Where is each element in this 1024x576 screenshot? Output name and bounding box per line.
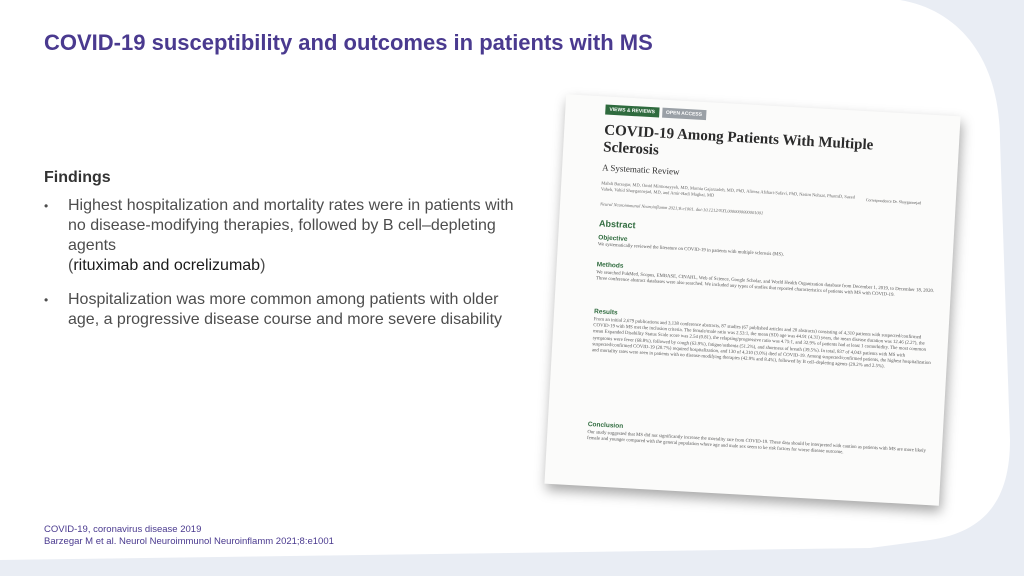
conclusion-text: Our study suggested that MS did not significantly increase the mortality rate from COVID-19. These data should be interpreted with caution as patients with MS are more likely female and younger compared with the general population where age and male sex seem to be risk factors for worse disease outcome. bbox=[586, 429, 927, 456]
footer-abbreviation: COVID-19, coronavirus disease 2019 bbox=[44, 524, 202, 535]
abstract-heading: Abstract bbox=[598, 218, 636, 231]
slide-title: COVID-19 susceptibility and outcomes in patients with MS bbox=[44, 30, 653, 55]
tag-views-reviews: VIEWS & REVIEWS bbox=[605, 104, 659, 117]
paper-authors: Mahdi Barzegar, MD, Omid Mirmosayyeb, MD, Marnia Gajarzadeh, MD, PhD, Alireza Afshari-Safavi, PhD, Nasim Nehzat, PharmD, Saeed Vaheb, Vahid Shaygannejad, MD, and Amir-Hadi Maghzi, MD bbox=[600, 180, 856, 200]
paren-open: ( bbox=[68, 257, 74, 274]
footer bbox=[44, 524, 334, 548]
paper-page bbox=[544, 94, 960, 505]
finding-bullet-1 bbox=[44, 196, 514, 276]
methods-heading: Methods bbox=[596, 261, 624, 270]
paren-close: ) bbox=[260, 257, 266, 274]
finding-bullet-2 bbox=[44, 290, 514, 330]
objective-text: We systematically reviewed the literature on COVID-19 in patients with multiple sclerosis (MS). bbox=[597, 242, 784, 258]
findings-heading: Findings bbox=[44, 169, 111, 186]
paper-journal: Neurol Neuroimmunol Neuroinflamm 2021;8:e1001. doi:10.1212/NXI.0000000000001001 bbox=[599, 201, 764, 216]
results-text: From an initial 2,679 publications and 3,138 conference abstracts, 87 studies (67 published articles and 20 abstracts) consisting of 4,310 patients with suspected/confirmed COVID-19 with MS met the inclusion criteria. The female/male ratio was 2.53:1, the mean (SD) age was 44.91 (4.31) years, the mean disease duration was 12.46 (2.27), the mean Expanded Disability Status Scale score was 2.54 (0.81), the relapsing/progressive ratio was 4.75:1, and 32.9% of patients had at least 1 comorbidity. The most common symptoms were fever (68.8%), followed by cough (63.9%), fatigue/asthenia (51.2%), and shortness of breath (39.5%). In total, 837 of 4,043 patients with MS with suspected/confirmed COVID-19 (20.7%) required hospitalization, and 130 of 4,310 (3.0%) died of COVID-19. Among suspected/confirmed patients, the highest hospitalization and mortality rates were seen in patients with no disease-modifying therapies (42.9% and 8.4%), followed by B cell–depleting agents (29.2% and 2.5%). bbox=[591, 317, 931, 370]
finding-text-1-main: Highest hospitalization and mortality rates were in patients with no disease-modifying therapies, followed by B cell–depleting agents bbox=[68, 197, 514, 254]
findings-section bbox=[44, 168, 514, 344]
paper-correspondence: Correspondence Dr. Shaygannejad bbox=[865, 197, 922, 206]
paper-subtitle: A Systematic Review bbox=[601, 162, 680, 177]
drug-names: rituximab and ocrelizumab bbox=[73, 257, 261, 274]
paper-title: COVID-19 Among Patients With Multiple Sclerosis bbox=[602, 122, 874, 159]
tag-open-access: OPEN ACCESS bbox=[662, 108, 707, 120]
footer-citation: Barzegar M et al. Neurol Neuroimmunol Neuroinflamm 2021;8:e1001 bbox=[44, 536, 334, 547]
paper-tags bbox=[605, 104, 709, 120]
conclusion-heading: Conclusion bbox=[587, 421, 624, 430]
finding-text-1 bbox=[68, 196, 514, 276]
objective-heading: Objective bbox=[598, 234, 628, 243]
finding-text-2: Hospitalization was more common among patients with older age, a progressive disease course and more severe disability bbox=[68, 291, 503, 328]
bullet-marker: • bbox=[44, 199, 49, 213]
paper-thumbnail bbox=[544, 94, 960, 505]
bullet-marker: • bbox=[44, 293, 49, 307]
methods-text: We searched PubMed, Scopus, EMBASE, CINAHL, Web of Science, Google Scholar, and World Health Organization database from December 1, 2019, to December 18, 2020. Three conference abstract databases were also searched. We included any types of studies that reported characteristics of patients with MS with COVID-19. bbox=[595, 270, 935, 299]
results-heading: Results bbox=[593, 308, 618, 317]
